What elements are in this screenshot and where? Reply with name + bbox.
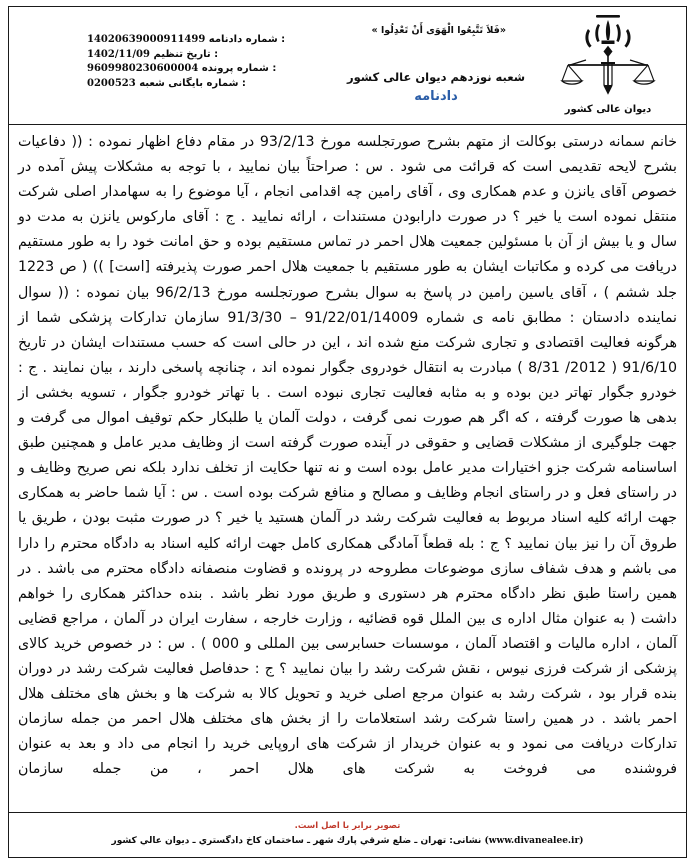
document-header — [9, 7, 686, 125]
document-body — [9, 125, 686, 813]
emblem-caption: دیوان عالی کشور — [564, 104, 652, 115]
case-judgment-number-value: 14020639000911499 — [87, 34, 206, 45]
judgment-body-text: خانم سمانه درستی بوکالت از متهم بشرح صورتجلسه مورخ 93/2/13 در مقام دفاع اظهار نموده : (( دفاعیات بشرح لایحه تقدیمی است که قرائت می شود . س : صراحتاً بیان نمایید ، با توجه به مشکلات پیش آمده در خصوص آقای یانزن و عدم همکاری وی ، آقای رامین چه اقدامی انجام ، آیا موضوع را به سهامدار اصلی شرکت منتقل نموده است یا خیر ؟ در صورت دارابودن مستندات ، ارائه نمایید . ج : آقای مارکوس یانزن به مدت دو سال و یا بیش از آن با مسئولین جمعیت هلال احمر در تماس مستقیم بوده و حق امانت خود را به طور مستقیم دریافت می کرده و مکاتبات ایشان به طور مستقیم با جمعیت هلال احمر صورت پذیرفته [است] )) ( ص 1223 جلد ششم ) ، آقای یاسین رامین در پاسخ به سوال بشرح صورتجلسه مورخ 96/2/13 بیان نموده : (( سوال نماینده دادستان : مطابق نامه ی شماره 91/22/01/14009 – 91/3/30 سازمان تدارکات پزشکی شما از هرگونه فعالیت اقتصادی و تجاری شرکت منع شده اند ، این در حالی است که حسب مستندات ایشان در تاریخ 91/6/10 ( 2012/ 8/31 ) مبادرت به انتقال خودروی جگوار نموده اند ، چنانچه پاسخی دارند ، بیان نمایند . ج : خودرو جگوار تهاتر دین بوده و به مثابه فعالیت تجاری نبوده است . با تهاتر خودرو جگوار ، تسویه بخشی از بدهی ها صورت گرفته ، که اگر هم صورت نمی گرفت ، دولت آلمان یا طلبکار حکم توقیف اموال می گرفت و جهت جلوگیری از مشکلات قضایی و حقوقی در آینده صورت گرفته است از وظایف مدیر عامل و همچنین طبق اساسنامه شرکت جزو اختیارات مدیر عامل بوده است و نه تنها حکایت از تخلف ندارد بلکه نص صریح وظایف و در راستای فعل و در راستای انجام وظایف و مصالح و منافع شرکت بوده است . س : آیا شما حاضر به همکاری جهت ارائه کلیه اسناد مربوط به فعالیت شرکت رشد در آلمان هستید یا خیر ؟ در صورت مثبت بودن ، طریق یا طروق آن را نیز بیان نمایید ؟ ج : بله قطعاً آمادگی همکاری کامل جهت ارائه کلیه اسناد به دادگاه محترم را دارا می باشم و هدف شفاف سازی موضوعات مطروحه در پرونده و قضاوت منصفانه دادگاه محترم می باشد . در همین راستا طبق نظر دادگاه محترم هر دستوری و طریق مورد نظر باشد . بنده حداکثر همکاری را خواهم داشت ( به عنوان مثال اداره ی بین الملل قوه قضائیه ، وزارت خارجه ، سفارت ایران در آلمان ، مراجع قضایی آلمان ، اداره مالیات و اقتصاد آلمان ، موسسات حسابرسی بین المللی و 000 ) . س : در خصوص خرید کالای پزشکی از شرکت فرزی نیوس ، نقش شرکت رشد را بیان نمایید ؟ ج : حدفاصل فعالیت شرکت رشد در دوران بنده قرار بود ، شرکت رشد به عنوان مرجع اصلی خرید و تحویل کالا به شرکت ها و بخش های مختلف هلال احمر باشد . در همین راستا شرکت رشد استعلامات را از بخش های مختلف هلال احمر من جمله سازمان تدارکات دریافت می نمود و به عنوان خریدار از شرکت های اروپایی خرید را انجام می داد و بعد به عنوان فروشنده می فروخت به شرکت های هلال احمر ، من جمله سازمان — [18, 134, 678, 778]
metadata-row — [87, 33, 285, 48]
document-page — [8, 6, 687, 858]
page-title: دادنامه — [414, 89, 458, 104]
metadata-row — [87, 77, 285, 92]
quranic-verse: «فَلاَ تَتَّبِعُوا الْهَوَى أَنْ تَعْدِلُوا » — [371, 25, 506, 36]
case-metadata — [87, 33, 285, 91]
certification-stamp-text: تصویر برابر با اصل است. — [294, 821, 401, 831]
case-judgment-number-label: شماره دادنامه : — [208, 34, 286, 45]
footer-address — [9, 834, 686, 848]
branch-archive-number-label: شماره بایگانی شعبه : — [139, 77, 246, 89]
metadata-row — [87, 62, 285, 77]
case-file-number-value: 9609980230600004 — [87, 63, 199, 74]
branch-name: شعبه نوزدهم دیوان عالی کشور — [346, 70, 526, 84]
address-text: نشانی: تهران ـ ضلع شرقي پارك شهر ـ ساختمان كاخ دادگستري ـ ديوان عالي كشور — [111, 836, 482, 846]
branch-heading — [341, 69, 531, 105]
case-file-number-label: شماره پرونده : — [201, 63, 277, 74]
website-url[interactable]: (www.divanealee.ir) — [484, 836, 584, 846]
issue-date-label: تاریخ تنظیم : — [153, 48, 219, 60]
metadata-row — [87, 48, 285, 63]
branch-archive-number-value: 0200523 — [87, 77, 136, 89]
document-footer — [9, 813, 686, 857]
judiciary-scales-emblem — [560, 13, 656, 105]
judiciary-emblem — [548, 13, 668, 115]
issue-date-value: 1402/11/09 — [87, 48, 150, 60]
